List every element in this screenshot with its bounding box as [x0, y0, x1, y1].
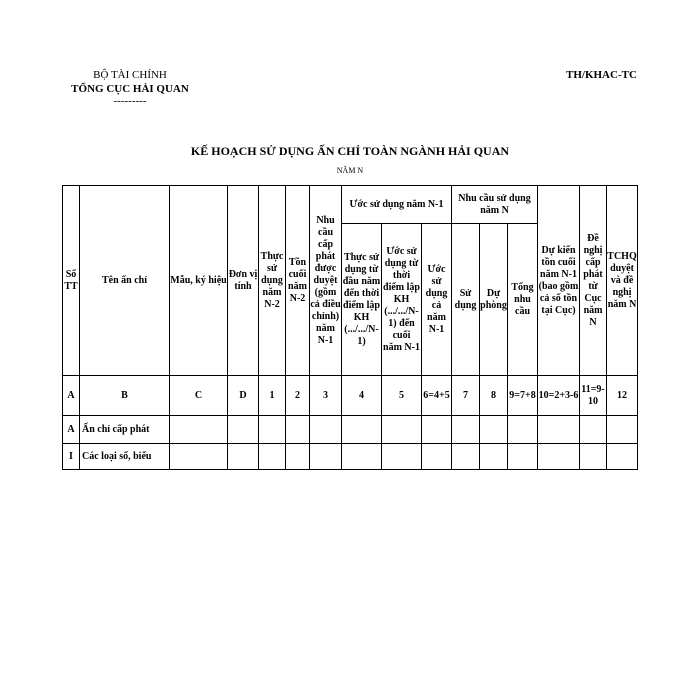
table-cell — [259, 416, 286, 444]
table-cell — [607, 416, 638, 444]
column-code: D — [228, 376, 259, 416]
row-name: Các loại sổ, biểu — [80, 444, 170, 470]
table-cell — [580, 416, 607, 444]
row-name: Ấn chỉ cấp phát — [80, 416, 170, 444]
col-header-stock-n2: Tồn cuối năm N-2 — [286, 186, 310, 376]
col-header-unit: Đơn vị tính — [228, 186, 259, 376]
table-cell — [452, 444, 480, 470]
group-header-demand-n: Nhu cầu sử dụng năm N — [452, 186, 538, 224]
table-cell — [508, 444, 538, 470]
col-header-tchq: TCHQ duyệt và đề nghị năm N — [607, 186, 638, 376]
column-code: 1 — [259, 376, 286, 416]
table-cell — [480, 444, 508, 470]
header-row-1 — [63, 186, 638, 224]
issuing-agency-block — [60, 68, 200, 106]
table-cell — [286, 416, 310, 444]
department-name: TỔNG CỤC HẢI QUAN — [71, 83, 189, 95]
table-cell — [342, 444, 382, 470]
document-title: KẾ HOẠCH SỬ DỤNG ẤN CHỈ TOÀN NGÀNH HẢI QUAN — [190, 144, 510, 158]
col-header-name: Tên ấn chỉ — [80, 186, 170, 376]
table-cell — [422, 416, 452, 444]
column-code: 9=7+8 — [508, 376, 538, 416]
group-header-estimate-n1: Ước sử dụng năm N-1 — [342, 186, 452, 224]
table-cell — [382, 444, 422, 470]
column-code: 2 — [286, 376, 310, 416]
table-cell — [480, 416, 508, 444]
col-header-forecast-stock: Dự kiến tồn cuối năm N-1 (bao gồm cả số tồn tại Cục) — [538, 186, 580, 376]
plan-table — [62, 185, 638, 470]
column-code: 10=2+3-6 — [538, 376, 580, 416]
column-code: 4 — [342, 376, 382, 416]
table-cell — [228, 416, 259, 444]
col-header-est-used: Ước sử dụng từ thời điểm lập KH (.../.../N-1) đến cuối năm N-1 — [382, 224, 422, 376]
column-code: 3 — [310, 376, 342, 416]
ministry-name: BỘ TÀI CHÍNH — [93, 69, 167, 81]
table-row — [63, 444, 638, 470]
table-cell — [310, 444, 342, 470]
col-header-approved-n1: Nhu cầu cấp phát được duyệt (gồm cả điều chỉnh) năm N-1 — [310, 186, 342, 376]
column-code: C — [170, 376, 228, 416]
table-row — [63, 416, 638, 444]
col-header-stt: Số TT — [63, 186, 80, 376]
column-code: B — [80, 376, 170, 416]
header-divider: --------- — [113, 95, 147, 107]
form-code: TH/KHAC-TC — [566, 69, 637, 81]
table-cell — [342, 416, 382, 444]
table-cell — [170, 444, 228, 470]
table-cell — [228, 444, 259, 470]
column-code: 12 — [607, 376, 638, 416]
col-header-model: Mẫu, ký hiệu — [170, 186, 228, 376]
column-code: 11=9-10 — [580, 376, 607, 416]
table-cell — [310, 416, 342, 444]
column-code: 5 — [382, 376, 422, 416]
table-cell — [170, 416, 228, 444]
col-header-total: Tổng nhu cầu — [508, 224, 538, 376]
row-stt: A — [63, 416, 80, 444]
table-cell — [259, 444, 286, 470]
column-code: A — [63, 376, 80, 416]
document-subtitle: NĂM N — [336, 166, 364, 175]
column-code: 6=4+5 — [422, 376, 452, 416]
column-code-row — [63, 376, 638, 416]
table-cell — [422, 444, 452, 470]
col-header-est-year: Ước sử dụng cả năm N-1 — [422, 224, 452, 376]
column-code: 7 — [452, 376, 480, 416]
row-stt: I — [63, 444, 80, 470]
table-cell — [538, 444, 580, 470]
col-header-actual-used: Thực sử dụng từ đầu năm đến thời điểm lập KH (.../.../N-1) — [342, 224, 382, 376]
table-cell — [607, 444, 638, 470]
col-header-request: Đề nghị cấp phát từ Cục năm N — [580, 186, 607, 376]
column-code: 8 — [480, 376, 508, 416]
table-cell — [580, 444, 607, 470]
table-cell — [452, 416, 480, 444]
col-header-used-n2: Thực sử dụng năm N-2 — [259, 186, 286, 376]
table-cell — [382, 416, 422, 444]
table-cell — [538, 416, 580, 444]
table-cell — [508, 416, 538, 444]
col-header-use: Sử dụng — [452, 224, 480, 376]
col-header-reserve: Dự phòng — [480, 224, 508, 376]
table-cell — [286, 444, 310, 470]
